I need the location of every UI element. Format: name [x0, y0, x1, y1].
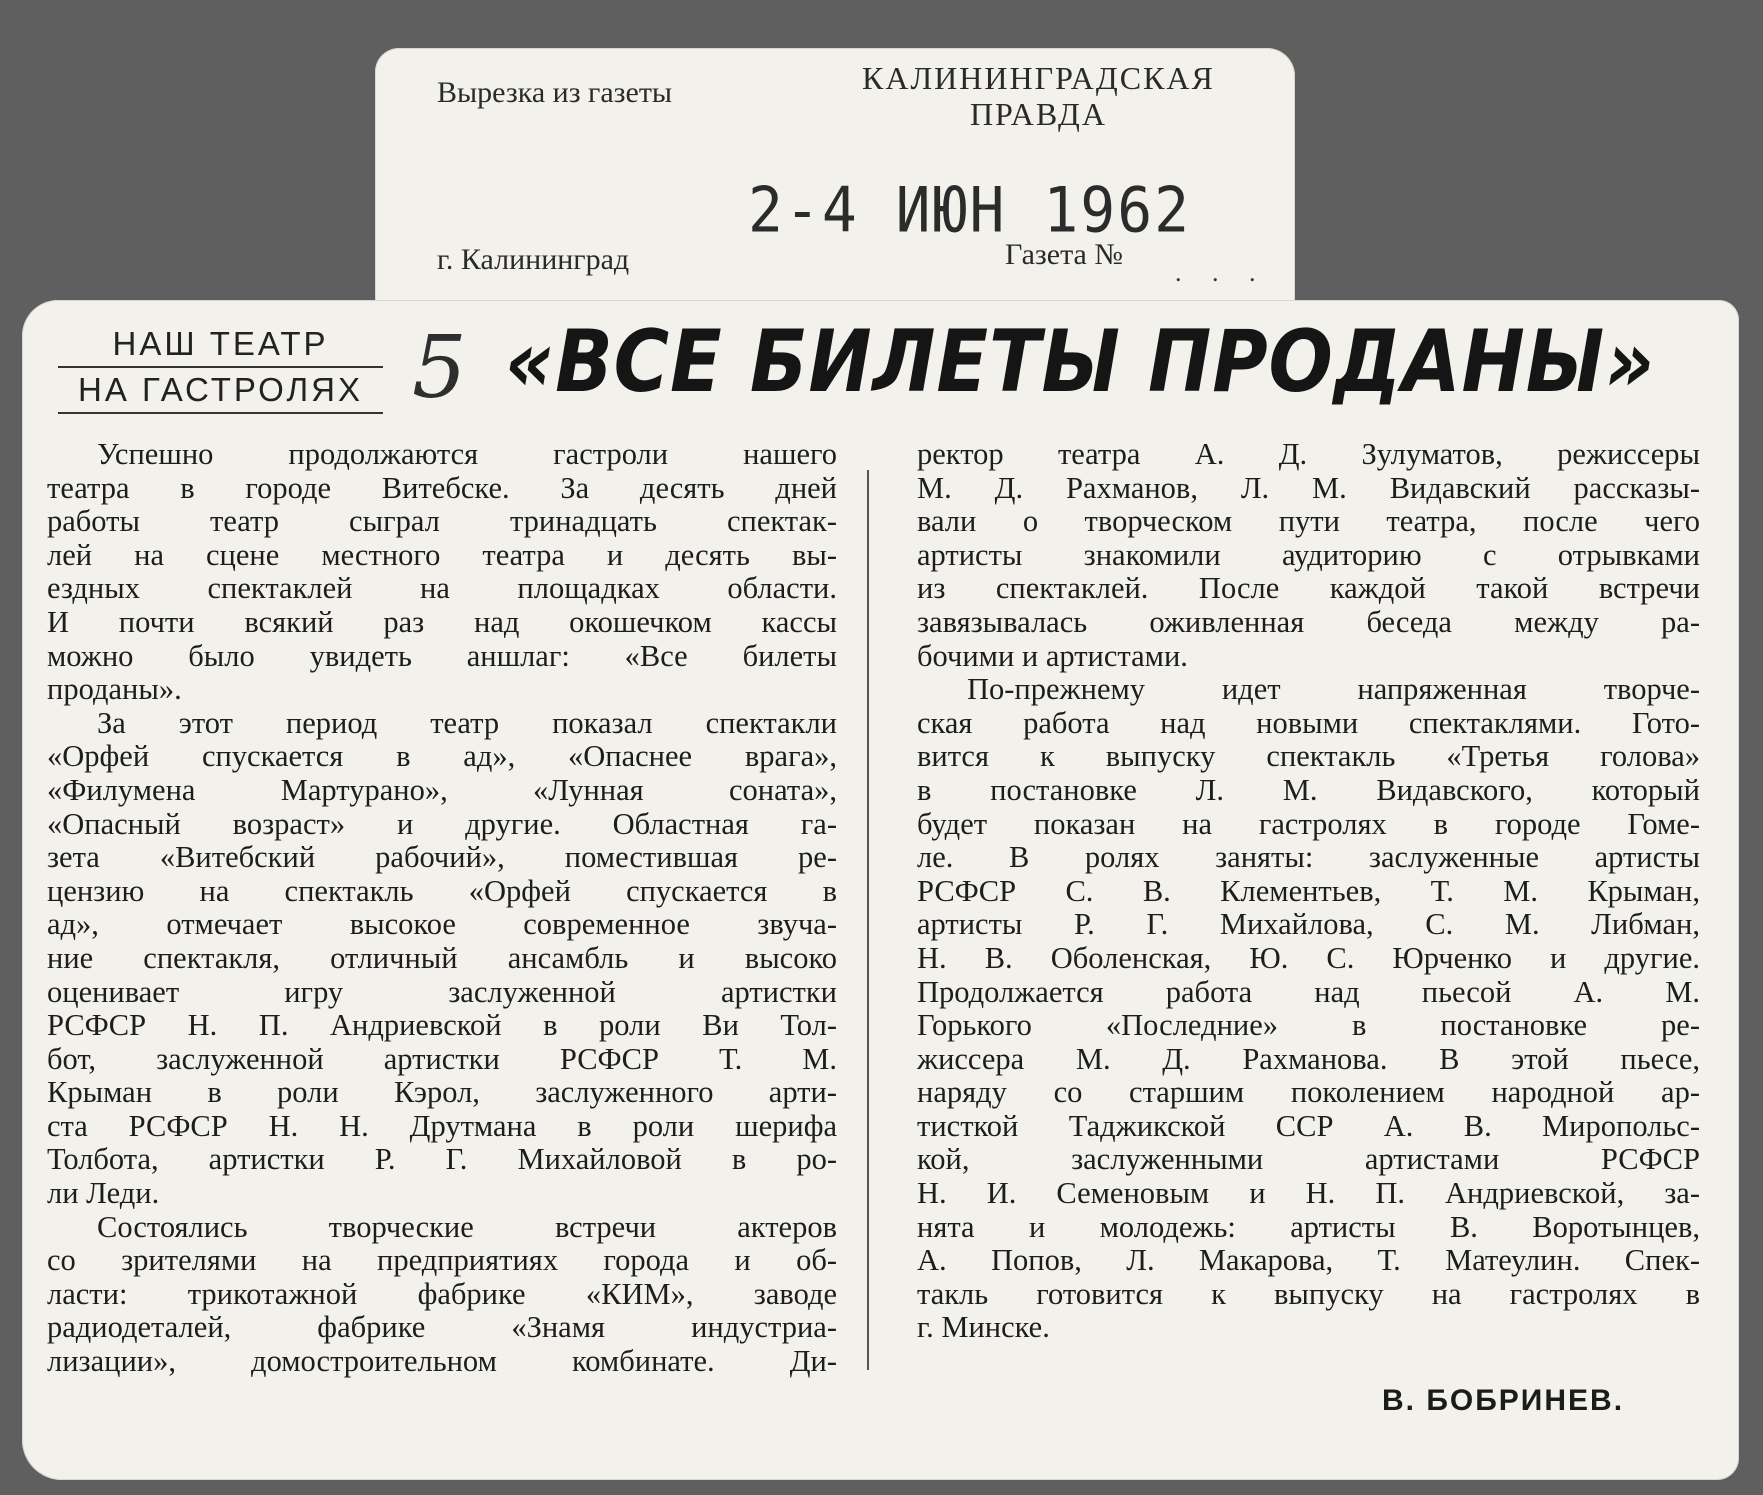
- column-divider: [867, 470, 869, 1370]
- text-line: лей на сцене местного театра и десять вы-: [47, 537, 837, 572]
- text-line: Успешно продолжаются гастроли нашего: [97, 437, 837, 471]
- text-line: наряду со старшим поколением народной ар-: [917, 1075, 1700, 1110]
- text-line: И почти всякий раз над окошечком кассы: [47, 604, 837, 639]
- text-line: Крыман в роли Кэрол, заслуженного арти-: [47, 1075, 837, 1110]
- text-line: Состоялись творческие встречи актеров: [97, 1209, 837, 1244]
- text-line: из спектаклей. После каждой такой встречи: [917, 571, 1700, 606]
- text-line: театра в городе Витебске. За десять дней: [47, 470, 837, 505]
- text-line: артисты Р. Г. Михайлова, С. М. Либман,: [917, 907, 1700, 942]
- text-line: будет показан на гастролях в городе Гоме-: [917, 806, 1700, 841]
- text-line: бот, заслуженной артистки РСФСР Т. М.: [47, 1041, 837, 1076]
- text-line: бочими и артистами.: [917, 638, 1188, 673]
- text-line: артисты знакомили аудиторию с отрывками: [917, 537, 1700, 572]
- text-line: жиссера М. Д. Рахманова. В этой пьесе,: [917, 1041, 1700, 1076]
- text-line: Толбота, артистки Р. Г. Михайловой в ро-: [47, 1142, 837, 1177]
- city-label: г. Калининград: [437, 243, 630, 276]
- text-line: РСФСР Н. П. Андриевской в роли Ви Тол-: [47, 1008, 837, 1043]
- article-headline: «ВСЕ БИЛЕТЫ ПРОДАНЫ»: [505, 312, 1656, 412]
- text-line: ле. В ролях заняты: заслуженные артисты: [917, 840, 1700, 875]
- text-line: РСФСР С. В. Клементьев, Т. М. Крыман,: [917, 873, 1700, 908]
- text-line: Горького «Последние» в постановке ре-: [917, 1008, 1700, 1043]
- text-line: М. Д. Рахманов, Л. М. Видавский рассказы-: [917, 470, 1700, 505]
- text-line: проданы».: [47, 672, 182, 707]
- text-line: Н. И. Семеновым и Н. П. Андриевской, за-: [917, 1176, 1700, 1211]
- text-line: А. Попов, Л. Макарова, Т. Матеулин. Спек-: [917, 1243, 1700, 1278]
- rubric-line-1: НАШ ТЕАТР: [58, 322, 383, 368]
- text-line: нята и молодежь: артисты В. Воротынцев,: [917, 1209, 1700, 1244]
- text-line: ние спектакля, отличный ансамбль и высоко: [47, 940, 837, 975]
- text-line: вали о творческом пути театра, после чего: [917, 504, 1700, 539]
- text-line: вится к выпуску спектакль «Третья голова»: [917, 739, 1700, 774]
- text-line: Н. В. Оболенская, Ю. С. Юрченко и другие.: [917, 940, 1700, 975]
- dotted-fill: . . .: [1175, 258, 1268, 287]
- text-line: работы театр сыграл тринадцать спектак-: [47, 504, 837, 539]
- text-line: «Опасный возраст» и другие. Областная га-: [47, 806, 837, 841]
- handwritten-page-number: 5: [412, 318, 467, 418]
- newspaper-name: [862, 60, 1215, 132]
- text-line: можно было увидеть аншлаг: «Все билеты: [47, 638, 837, 673]
- text-line: ездных спектаклей на площадках области.: [47, 571, 837, 606]
- text-line: завязывалась оживленная беседа между ра-: [917, 604, 1700, 639]
- date-stamp: 2-4 ИЮН 1962: [748, 173, 1192, 247]
- text-line: оценивает игру заслуженной артистки: [47, 974, 837, 1009]
- text-line: зета «Витебский рабочий», поместившая ре-: [47, 840, 837, 875]
- text-line: лизации», домостроительном комбинате. Ди-: [47, 1344, 837, 1379]
- newspaper-name-line-2: ПРАВДА: [969, 96, 1107, 132]
- text-line: По-прежнему идет напряженная творче-: [967, 672, 1700, 707]
- text-line: «Орфей спускается в ад», «Опаснее врага»,: [47, 739, 837, 774]
- text-line: Продолжается работа над пьесой А. М.: [917, 974, 1700, 1009]
- text-line: ласти: трикотажной фабрике «КИМ», заводе: [47, 1276, 837, 1311]
- text-line: г. Минске.: [917, 1310, 1050, 1345]
- text-line: со зрителями на предприятиях города и об-: [47, 1243, 837, 1278]
- text-line: ли Леди.: [47, 1176, 160, 1211]
- gazeta-number-label: Газета №: [1005, 238, 1123, 271]
- text-line: кой, заслуженными артистами РСФСР: [917, 1142, 1700, 1177]
- text-line: радиодеталей, фабрике «Знамя индустриа-: [47, 1310, 837, 1345]
- cut-from-label: Вырезка из газеты: [437, 76, 673, 109]
- text-line: в постановке Л. М. Видавского, который: [917, 772, 1700, 807]
- text-line: ста РСФСР Н. Н. Друтмана в роли шерифа: [47, 1108, 837, 1143]
- article-left-column: [47, 438, 837, 1379]
- rubric-line-2: НА ГАСТРОЛЯХ: [58, 368, 383, 414]
- text-line: тисткой Таджикской ССР А. В. Миропольс-: [917, 1108, 1700, 1143]
- text-line: За этот период театр показал спектакли: [97, 705, 837, 740]
- text-line: ад», отмечает высокое современное звуча-: [47, 907, 837, 942]
- text-line: ректор театра А. Д. Зулуматов, режиссеры: [917, 437, 1700, 471]
- text-line: «Филумена Мартурано», «Лунная соната»,: [47, 772, 837, 807]
- rubric: [58, 322, 383, 414]
- text-line: такль готовится к выпуску на гастролях в: [917, 1276, 1700, 1311]
- article-right-column: [917, 438, 1700, 1345]
- text-line: ская работа над новыми спектаклями. Гото-: [917, 705, 1700, 740]
- text-line: цензию на спектакль «Орфей спускается в: [47, 873, 837, 908]
- newspaper-name-line-1: КАЛИНИНГРАДСКАЯ: [862, 60, 1215, 96]
- author-signature: В. БОБРИНЕВ.: [1382, 1384, 1625, 1417]
